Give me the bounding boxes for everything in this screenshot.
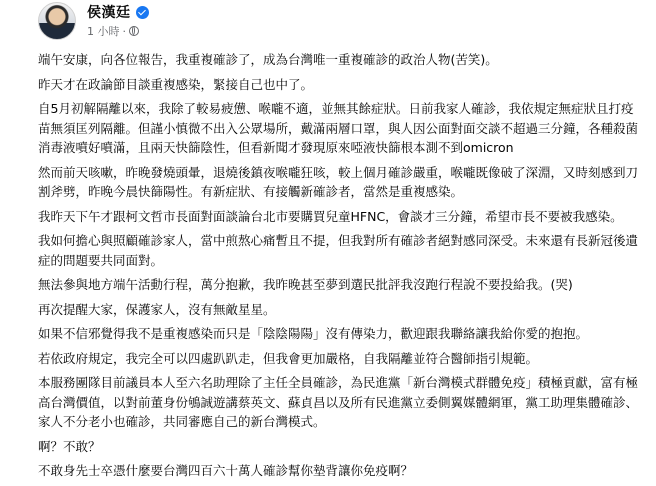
post-paragraph: 我如何擔心與照顧確診家人，當中煎熬心痛暫且不提，但我對所有確診者絕對感同深受。未來還有長新冠後遺症的問題要共同面對。 — [38, 233, 639, 268]
author-name[interactable]: 侯漢廷 — [87, 5, 131, 21]
author-row — [87, 3, 149, 21]
author-block — [87, 3, 149, 38]
post-paragraph: 自5月初解隔離以來，我除了較易疲憊、喉嚨不適，並無其餘症狀。日前我家人確診，我依規定無症狀且打疫苗無須匡列隔離。但謹小慎微不出入公眾場所，戴滿兩層口罩，與人因公面對面交談不超過三分鐘，各種殺菌消毒液噴好噴滿，且兩天快篩陰性，但看新聞才發現原來啞液快篩根本測不到omicron — [38, 101, 639, 155]
post-paragraph: 若依政府規定，我完全可以四處趴趴走，但我會更加嚴格，自我隔離並符合醫師指引規範。 — [38, 350, 539, 366]
post-header — [38, 0, 638, 46]
post-timestamp[interactable]: 1 小時 — [87, 25, 120, 38]
meta-separator: · — [122, 24, 126, 38]
post-paragraph: 啊？不敢？ — [38, 438, 101, 454]
post-meta — [87, 24, 149, 38]
post-paragraph: 端午安康，向各位報告，我重複確診了，成為台灣唯一重複確診的政治人物(苦笑)。 — [38, 52, 498, 67]
post-paragraph: 昨天才在政論節目談重複感染，緊接自己也中了。 — [38, 76, 314, 92]
post-body — [38, 50, 638, 486]
post-paragraph: 再次提醒大家，保護家人，沒有無敵星星。 — [38, 301, 276, 317]
globe-icon[interactable] — [129, 26, 139, 36]
post-paragraph: 無法參與地方端午活動行程，萬分抱歉，我昨晚甚至夢到選民批評我沒跑行程說不要投給我。(哭) — [38, 277, 573, 292]
author-avatar[interactable] — [38, 2, 76, 40]
verified-badge-icon — [136, 6, 149, 19]
post-paragraph: 如果不信邪覺得我不是重複感染而只是「陰陰陽陽」沒有傳染力，歡迎跟我聯絡讓我給你愛的抱抱。 — [38, 326, 589, 341]
post-paragraph: 本服務團隊目前議員本人至六名助理除了主任全員確診，為民進黨「新台灣模式群體免疫」積極貢獻，富有極高台灣價值，以對前董身份鴝誠遊講蔡英文、蘇貞昌以及所有民進黨立委側翼媒體網軍，黨工助理集體確診、家人不分老小也確診，共同審應自己的新台灣模式。 — [38, 375, 639, 429]
post-paragraph: 然而前天咳嗽，昨晚發燒頭暈，退燒後鎮夜喉嚨狂咳，較上個月確診嚴重，喉嚨既像破了深淵，又時刻感到刀割斧劈，昨晚今晨快篩陽性。有新症狀、有接觸新確診者，當然是重複感染。 — [38, 164, 639, 199]
post-paragraph: 不敢身先士卒憑什麼要台灣四百六十萬人確診幫你墊背讓你免疫啊？ — [38, 463, 414, 478]
post-paragraph: 我昨天下午才跟柯文哲市長面對面談論台北市要購買兒童HFNC，會談才三分鐘，希望市長不要被我感染。 — [38, 208, 623, 224]
